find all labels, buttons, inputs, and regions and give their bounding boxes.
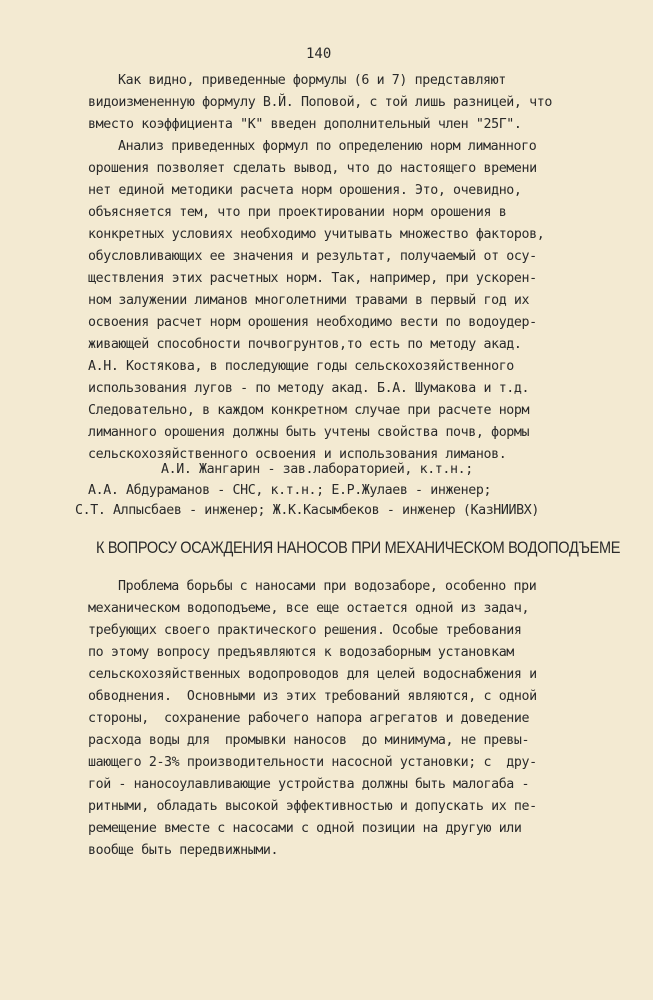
paragraph-line: по этому вопросу предъявляются к водозаборным установкам (88, 645, 514, 660)
paragraph-line: ритными, обладать высокой эффективностью и допускать их пе- (88, 799, 537, 814)
paragraph-line: освоения расчет норм орошения необходимо вести по водоудер- (88, 315, 537, 330)
paragraph-line: живающей способности почвогрунтов,то есть по методу акад. (88, 337, 522, 352)
paragraph-line: шающего 2-3% производительности насосной установки; с дру- (88, 755, 537, 770)
paragraph-line: сельскохозяйственных водопроводов для целей водоснабжения и (88, 667, 537, 682)
paragraph-line: ном залужении лиманов многолетними травами в первый год их (88, 293, 530, 308)
paragraph-line: нет единой методики расчета норм орошения. Это, очевидно, (88, 183, 522, 198)
paragraph-line: вообще быть передвижными. (88, 843, 279, 858)
paragraph-line: использования лугов - по методу акад. Б.А. Шумакова и т.д. (88, 381, 530, 396)
paragraph-line: вместо коэффициента "К" введен дополнительный член "25Г". (88, 117, 522, 132)
author-line: А.А. Абдураманов - СНС, к.т.н.; Е.Р.Жулаев - инженер; (88, 483, 492, 498)
paragraph-line: ремещение вместе с насосами с одной позиции на другую или (88, 821, 522, 836)
section-heading: К ВОПРОСУ ОСАЖДЕНИЯ НАНОСОВ ПРИ МЕХАНИЧЕСКОМ ВОДОПОДЪЕМЕ (96, 539, 621, 558)
paragraph-line: А.Н. Костякова, в последующие годы сельскохозяйственного (88, 359, 514, 374)
author-line: С.Т. Алпысбаев - инженер; Ж.К.Касымбеков - инженер (КазНИИВХ) (75, 503, 539, 518)
paragraph-line: обводнения. Основными из этих требований являются, с одной (88, 689, 537, 704)
paragraph-line: лиманного орошения должны быть учтены свойства почв, формы (88, 425, 530, 440)
paragraph-line: видоизмененную формулу В.Й. Поповой, с той лишь разницей, что (88, 95, 552, 110)
paragraph-line: орошения позволяет сделать вывод, что до настоящего времени (88, 161, 537, 176)
paragraph-line: Анализ приведенных формул по определению норм лиманного (118, 139, 537, 154)
page-number: 140 (306, 46, 332, 62)
paragraph-line: объясняется тем, что при проектировании норм орошения в (88, 205, 507, 220)
paragraph-line: Как видно, приведенные формулы (6 и 7) представляют (118, 73, 506, 88)
paragraph-line: ществления этих расчетных норм. Так, например, при ускорен- (88, 271, 537, 286)
author-line: А.И. Жангарин - зав.лабораторией, к.т.н.; (161, 462, 473, 477)
paragraph-line: требующих своего практического решения. Особые требования (88, 623, 522, 638)
paragraph-line: сельскохозяйственного освоения и использования лиманов. (88, 447, 507, 462)
paragraph-line: Проблема борьбы с наносами при водозаборе, особенно при (118, 579, 537, 594)
paragraph-line: Следовательно, в каждом конкретном случае при расчете норм (88, 403, 530, 418)
paragraph-line: стороны, сохранение рабочего напора агрегатов и доведение (88, 711, 530, 726)
paragraph-line: механическом водоподъеме, все еще остается одной из задач, (88, 601, 530, 616)
paragraph-line: гой - наносоулавливающие устройства должны быть малогаба - (88, 777, 530, 792)
paragraph-line: обусловливающих ее значения и результат, получаемый от осу- (88, 249, 537, 264)
paragraph-line: конкретных условиях необходимо учитывать множество факторов, (88, 227, 545, 242)
paragraph-line: расхода воды для промывки наносов до минимума, не превы- (88, 733, 530, 748)
